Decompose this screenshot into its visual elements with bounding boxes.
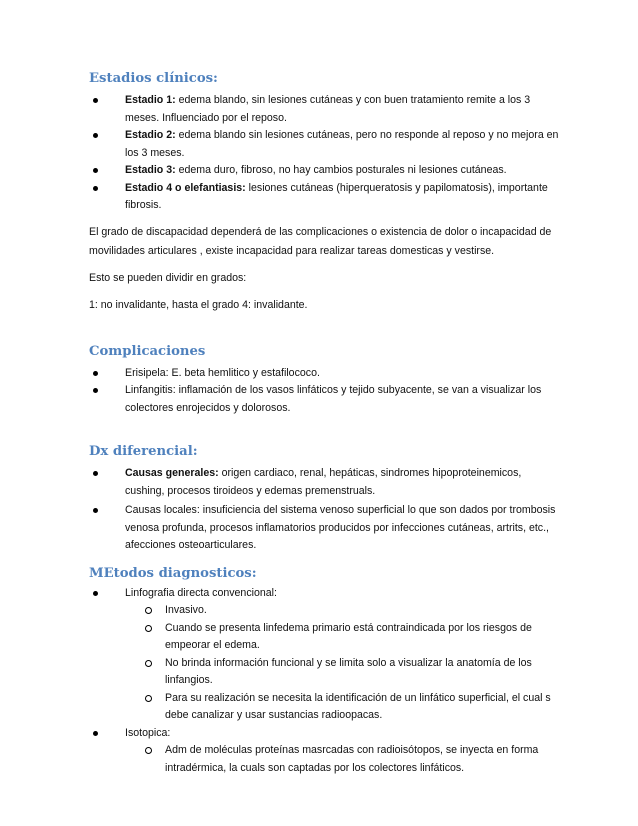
bullet-icon [93, 508, 98, 513]
list-item [89, 725, 559, 778]
sub-list-item [125, 742, 559, 777]
linfografia-sublist [125, 602, 559, 725]
list-item [89, 365, 559, 383]
sub-item-text: Invasivo. [165, 604, 207, 616]
metodos-list [89, 585, 559, 778]
item-label: Estadio 2: [125, 129, 176, 141]
sub-list-item [125, 620, 559, 655]
bullet-icon [93, 186, 98, 191]
sub-item-text: Para su realización se necesita la identificación de un linfático superficial, el cual s debe canalizar y usar sustancias radioopacas. [165, 691, 551, 721]
paragraph-grados: Esto se pueden dividir en grados: [89, 271, 247, 284]
list-item [89, 180, 559, 215]
item-label: Estadio 1: [125, 94, 176, 106]
list-item [89, 92, 559, 127]
item-text: Isotopica: [125, 726, 171, 739]
bullet-icon [93, 371, 98, 376]
isotopica-sublist [125, 742, 559, 777]
bullet-icon [93, 388, 98, 393]
list-item [89, 585, 559, 725]
sub-item-text: Adm de moléculas proteínas masrcadas con radioisótopos, se inyecta en forma intradérmica, la cuals son captadas por los colectores linfáticos. [165, 744, 539, 774]
sub-list-item [125, 655, 559, 690]
item-label: Causas generales: [125, 467, 219, 479]
heading-complicaciones: Complicaciones [89, 343, 206, 359]
item-label: Estadio 3: [125, 164, 176, 176]
sub-item-text: No brinda información funcional y se limita solo a visualizar la anatomía de los linfangios. [165, 656, 532, 686]
circle-bullet-icon [145, 660, 152, 667]
bullet-icon [93, 591, 98, 596]
document-content [89, 70, 559, 777]
heading-metodos-diagnosticos: MEtodos diagnosticos: [89, 565, 257, 581]
list-item [89, 465, 559, 500]
item-text: edema duro, fibroso, no hay cambios posturales ni lesiones cutáneas. [175, 164, 507, 176]
paragraph-grado-detalle: 1: no invalidante, hasta el grado 4: invalidante. [89, 298, 308, 311]
bullet-icon [93, 731, 98, 736]
heading-dx-diferencial: Dx diferencial: [89, 444, 198, 459]
estadios-list [89, 92, 559, 215]
bullet-icon [93, 168, 98, 173]
heading-estadios-clinicos: Estadios clínicos: [89, 71, 218, 86]
item-text: edema blando, sin lesiones cutáneas y con buen tratamiento remite a los 3 meses. Influenciado por el reposo. [125, 94, 531, 124]
list-item [89, 127, 559, 162]
circle-bullet-icon [145, 747, 152, 754]
circle-bullet-icon [145, 625, 152, 632]
item-text: Linfografia directa convencional: [125, 586, 277, 599]
circle-bullet-icon [145, 607, 152, 614]
sub-list-item [125, 690, 559, 725]
item-text: Erisipela: E. beta hemlitico y estafilococo. [125, 366, 320, 379]
bullet-icon [93, 471, 98, 476]
bullet-icon [93, 133, 98, 138]
list-item [89, 382, 559, 417]
sub-item-text: Cuando se presenta linfedema primario está contraindicada por los riesgos de empeorar el edema. [165, 621, 532, 651]
item-text: Causas locales: insuficiencia del sistema venoso superficial lo que son dados por trombosis venosa profunda, procesos inflamatorios producidos por infecciones cutáneas, artrits, etc., afecciones osteoarticulares. [125, 504, 556, 551]
complicaciones-list [89, 365, 559, 418]
item-label: Estadio 4 o elefantiasis: [125, 181, 246, 194]
dx-diferencial-list [89, 465, 559, 555]
sub-list-item [125, 602, 559, 620]
bullet-icon [93, 98, 98, 103]
item-text: Linfangitis: inflamación de los vasos linfáticos y tejido subyacente, se van a visualizar los colectores enrojecidos y dolorosos. [125, 384, 542, 414]
list-item [89, 162, 559, 180]
item-text: edema blando sin lesiones cutáneas, pero no responde al reposo y no mejora en los 3 meses. [125, 129, 559, 159]
item-text: origen cardiaco, renal, hepáticas, sindromes hipoproteinemicos, cushing, procesos tiroideos y edemas premenstruals. [125, 467, 522, 497]
paragraph-discapacidad: El grado de discapacidad dependerá de las complicaciones o existencia de dolor o incapacidad de movilidades articulares , existe incapacidad para realizar tareas domesticas y vestirse. [89, 225, 552, 257]
list-item [89, 502, 559, 555]
item-text: lesiones cutáneas (hiperqueratosis y papilomatosis), importante fibrosis. [125, 181, 548, 211]
circle-bullet-icon [145, 695, 152, 702]
